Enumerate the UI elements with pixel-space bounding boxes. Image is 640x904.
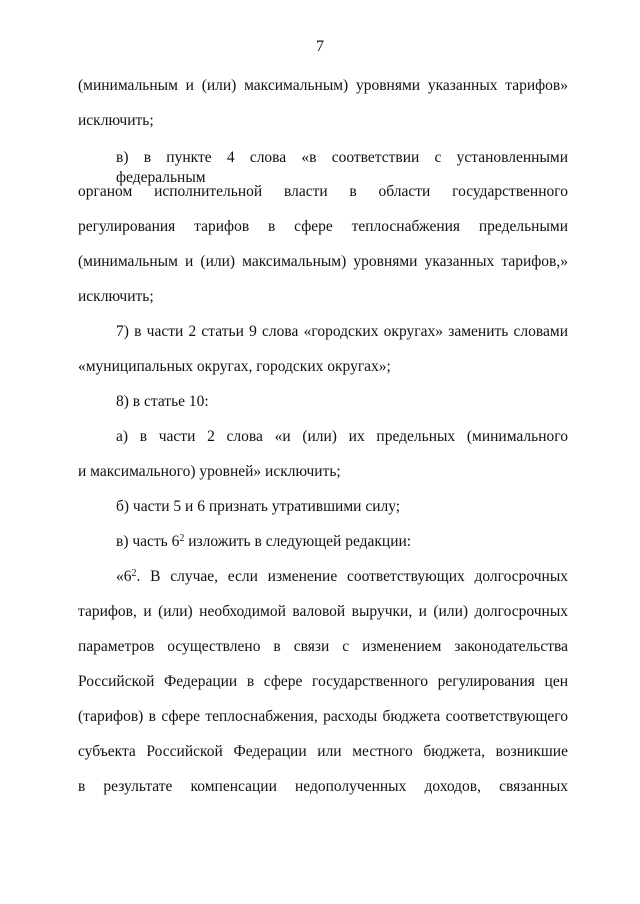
line-17: параметров осуществлено в связи с изменением законодательства <box>78 638 568 655</box>
line-11: а) в части 2 слова «и (или) их предельных (минимального <box>116 428 568 445</box>
line-1: (минимальным и (или) максимальным) уровнями указанных тарифов» <box>78 77 568 94</box>
line-5: регулирования тарифов в сфере теплоснабжения предельными <box>78 218 568 235</box>
page-number: 7 <box>316 38 324 55</box>
line-14-post: изложить в следующей редакции: <box>184 533 412 550</box>
line-13: б) части 5 и 6 признать утратившими силу; <box>116 498 401 515</box>
line-16: тарифов, и (или) необходимой валовой выручки, и (или) долгосрочных <box>78 603 568 620</box>
line-21: в результате компенсации недополученных доходов, связанных <box>78 778 568 795</box>
line-4: органом исполнительной власти в области государственного <box>78 183 568 200</box>
line-10: 8) в статье 10: <box>116 393 209 410</box>
line-14-pre: в) часть 6 <box>116 533 180 550</box>
line-15-pre: «6 <box>116 568 132 585</box>
line-12: и максимального) уровней» исключить; <box>78 463 341 480</box>
line-18: Российской Федерации в сфере государственного регулирования цен <box>78 673 568 690</box>
line-14 <box>116 532 568 552</box>
line-14-sup: 2 <box>179 533 185 544</box>
line-15 <box>116 567 568 587</box>
line-6: (минимальным и (или) максимальным) уровнями указанных тарифов,» <box>78 253 568 270</box>
line-19: (тарифов) в сфере теплоснабжения, расходы бюджета соответствующего <box>78 708 568 725</box>
line-9: «муниципальных округах, городских округах»; <box>78 358 391 375</box>
line-15-sup: 2 <box>131 568 137 579</box>
line-15-post: . В случае, если изменение соответствующих долгосрочных <box>136 568 568 585</box>
line-7: исключить; <box>78 288 154 305</box>
line-2: исключить; <box>78 112 154 129</box>
line-3: в) в пункте 4 слова «в соответствии с установленными федеральным <box>116 149 568 186</box>
line-20: субъекта Российской Федерации или местного бюджета, возникшие <box>78 743 568 760</box>
line-8: 7) в части 2 статьи 9 слова «городских округах» заменить словами <box>116 323 568 340</box>
